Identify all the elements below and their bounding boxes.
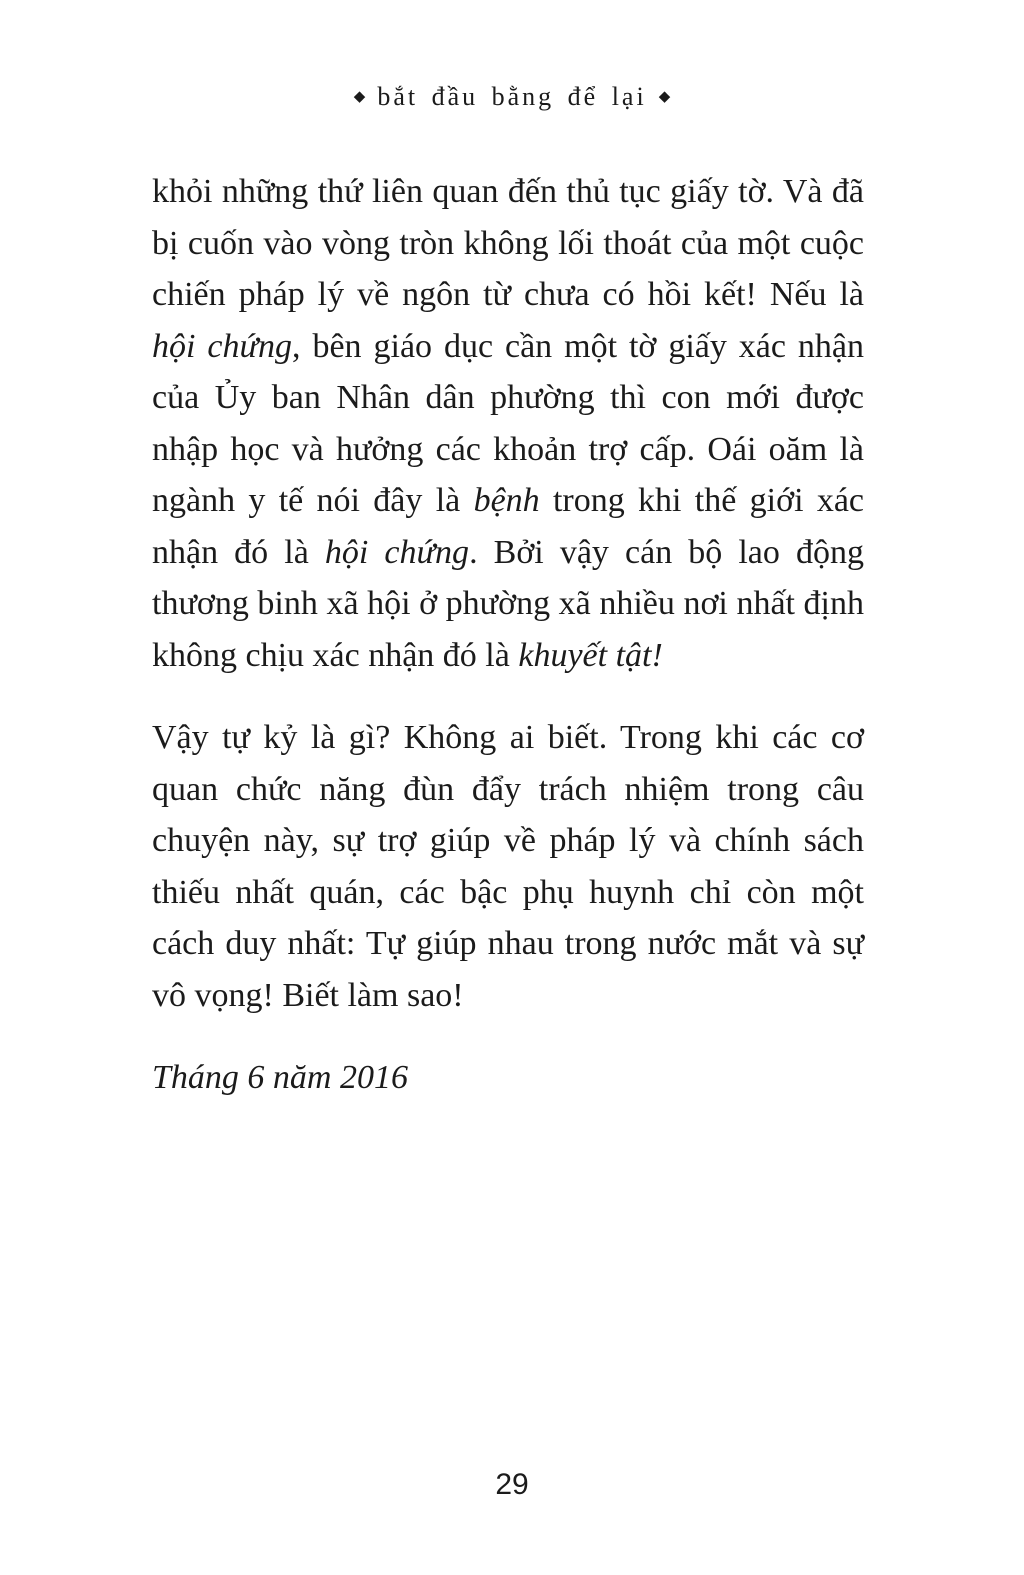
page-body [152,166,864,1135]
diamond-ornament-left-icon: ◆ [353,89,366,105]
text-run-italic: hội chứng [152,327,293,365]
text-run-italic: khuyết tật! [518,636,663,674]
text-run: khỏi những thứ liên quan đến thủ tục giấy tờ. Và đã bị cuốn vào vòng tròn không lối thoát của một cuộc chiến pháp lý về ngôn từ chưa có hồi kết! Nếu là [152,173,864,313]
text-run: , bên giáo dục cần một tờ giấy xác nhận của Ủy ban Nhân dân phường thì con mới được nhập học và hưởng các khoản trợ cấp. Oái oăm là ngành y tế nói đây là [152,327,864,519]
text-run: trong khi thế giới xác nhận đó là [152,482,865,571]
running-header [0,82,1024,112]
paragraph-1 [152,166,864,681]
running-header-title: bắt đầu bằng để lại [377,82,647,111]
text-run-italic: bệnh [473,482,540,519]
text-run: Vậy tự kỷ là gì? Không ai biết. Trong khi các cơ quan chức năng đùn đẩy trách nhiệm trong câu chuyện này, sự trợ giúp về pháp lý và chính sách thiếu nhất quán, các bậc phụ huynh chỉ còn một cách duy nhất: Tự giúp nhau trong nước mắt và sự vô vọng! Biết làm sao! [152,719,864,1014]
dateline: Tháng 6 năm 2016 [152,1059,408,1096]
text-run: . Bởi vậy cán bộ lao động thương binh xã hội ở phường xã nhiều nơi nhất định không chịu xác nhận đó là [152,533,864,674]
page-number: 29 [495,1468,529,1501]
diamond-ornament-right-icon: ◆ [658,89,671,105]
paragraph-2 [152,712,864,1021]
page-footer [0,1468,1024,1502]
text-run-italic: hội chứng [324,533,470,571]
